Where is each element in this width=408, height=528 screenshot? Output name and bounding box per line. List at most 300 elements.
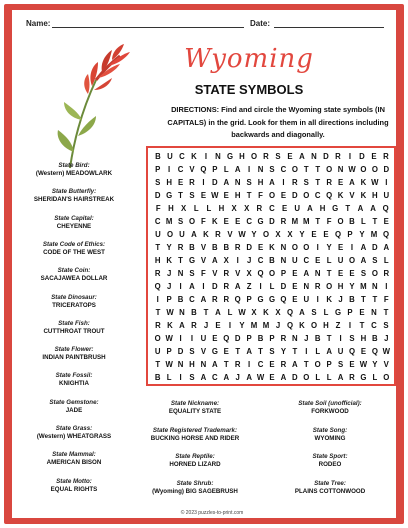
grid-letter[interactable]: E bbox=[200, 191, 207, 200]
grid-letter[interactable]: F bbox=[258, 191, 263, 200]
grid-letter[interactable]: M bbox=[303, 217, 310, 226]
grid-letter[interactable]: R bbox=[256, 204, 263, 213]
grid-letter[interactable]: A bbox=[360, 256, 367, 265]
grid-letter[interactable]: D bbox=[292, 373, 298, 382]
grid-letter[interactable]: O bbox=[188, 217, 196, 226]
grid-letter[interactable]: E bbox=[177, 178, 184, 187]
grid-letter[interactable]: E bbox=[337, 178, 344, 187]
grid-letter[interactable]: O bbox=[371, 165, 378, 174]
grid-letter[interactable]: Q bbox=[223, 334, 230, 343]
grid-letter[interactable]: U bbox=[337, 347, 344, 356]
grid-letter[interactable]: S bbox=[303, 178, 309, 187]
grid-letter[interactable]: H bbox=[168, 204, 174, 213]
grid-letter[interactable]: E bbox=[337, 243, 344, 252]
grid-letter[interactable]: F bbox=[326, 217, 332, 226]
grid-letter[interactable]: A bbox=[299, 308, 305, 317]
grid-letter[interactable]: G bbox=[334, 308, 342, 317]
grid-letter[interactable]: P bbox=[280, 269, 287, 278]
grid-letter[interactable]: B bbox=[154, 373, 161, 382]
grid-letter[interactable]: D bbox=[323, 152, 329, 161]
grid-letter[interactable]: K bbox=[263, 308, 269, 317]
grid-letter[interactable]: Q bbox=[382, 204, 389, 213]
grid-letter[interactable]: E bbox=[223, 191, 229, 200]
grid-letter[interactable]: B bbox=[314, 334, 321, 343]
grid-letter[interactable]: A bbox=[292, 360, 298, 369]
grid-letter[interactable]: E bbox=[337, 269, 344, 278]
grid-letter[interactable]: H bbox=[218, 204, 225, 213]
grid-letter[interactable]: R bbox=[212, 295, 218, 304]
date-line[interactable] bbox=[274, 27, 384, 28]
grid-letter[interactable]: O bbox=[383, 373, 390, 382]
grid-letter[interactable]: R bbox=[234, 243, 241, 252]
grid-letter[interactable]: V bbox=[200, 256, 207, 265]
grid-letter[interactable]: N bbox=[311, 152, 317, 161]
grid-letter[interactable]: O bbox=[371, 269, 378, 278]
grid-letter[interactable]: H bbox=[319, 204, 326, 213]
grid-letter[interactable]: T bbox=[315, 178, 321, 187]
grid-letter[interactable]: L bbox=[269, 282, 275, 291]
grid-letter[interactable]: I bbox=[350, 243, 354, 252]
grid-letter[interactable]: F bbox=[201, 217, 206, 226]
grid-letter[interactable]: T bbox=[303, 360, 309, 369]
grid-letter[interactable]: H bbox=[337, 282, 344, 291]
grid-letter[interactable]: I bbox=[259, 282, 262, 291]
grid-letter[interactable]: X bbox=[231, 204, 237, 213]
grid-letter[interactable]: O bbox=[268, 191, 276, 200]
grid-letter[interactable]: A bbox=[246, 347, 252, 356]
grid-letter[interactable]: A bbox=[357, 204, 364, 213]
grid-letter[interactable]: S bbox=[189, 347, 195, 356]
grid-letter[interactable]: R bbox=[383, 269, 390, 278]
grid-letter[interactable]: A bbox=[215, 308, 221, 317]
grid-letter[interactable]: S bbox=[177, 217, 184, 226]
grid-letter[interactable]: I bbox=[156, 295, 159, 304]
grid-letter[interactable]: B bbox=[155, 152, 161, 161]
grid-letter[interactable]: O bbox=[262, 230, 270, 239]
grid-letter[interactable]: C bbox=[246, 217, 252, 226]
grid-letter[interactable]: N bbox=[314, 269, 321, 278]
grid-letter[interactable]: O bbox=[303, 191, 310, 200]
grid-letter[interactable]: I bbox=[348, 321, 352, 330]
grid-letter[interactable]: P bbox=[326, 360, 332, 369]
grid-letter[interactable]: B bbox=[349, 295, 355, 304]
grid-letter[interactable]: K bbox=[360, 178, 367, 187]
grid-letter[interactable]: E bbox=[212, 334, 218, 343]
grid-letter[interactable]: X bbox=[251, 308, 257, 317]
grid-letter[interactable]: O bbox=[326, 165, 333, 174]
grid-letter[interactable]: P bbox=[166, 347, 172, 356]
grid-letter[interactable]: V bbox=[235, 269, 241, 278]
grid-letter[interactable]: Q bbox=[154, 282, 161, 291]
grid-letter[interactable]: A bbox=[280, 373, 287, 382]
grid-letter[interactable]: A bbox=[189, 282, 195, 291]
grid-letter[interactable]: W bbox=[371, 178, 379, 187]
grid-letter[interactable]: Q bbox=[286, 308, 294, 317]
grid-letter[interactable]: G bbox=[257, 217, 264, 226]
grid-letter[interactable]: J bbox=[384, 334, 389, 343]
grid-letter[interactable]: D bbox=[212, 178, 218, 187]
grid-letter[interactable]: L bbox=[227, 308, 233, 317]
grid-letter[interactable]: U bbox=[155, 230, 161, 239]
grid-letter[interactable]: K bbox=[269, 243, 275, 252]
grid-letter[interactable]: U bbox=[292, 256, 298, 265]
grid-letter[interactable]: I bbox=[202, 178, 205, 187]
grid-letter[interactable]: A bbox=[212, 360, 218, 369]
grid-letter[interactable]: Q bbox=[326, 191, 333, 200]
grid-letter[interactable]: C bbox=[154, 217, 161, 226]
grid-letter[interactable]: P bbox=[347, 230, 353, 239]
grid-letter[interactable]: T bbox=[155, 243, 161, 252]
grid-letter[interactable]: X bbox=[246, 269, 252, 278]
grid-letter[interactable]: R bbox=[280, 217, 287, 226]
grid-letter[interactable]: O bbox=[166, 230, 174, 239]
grid-letter[interactable]: C bbox=[189, 295, 195, 304]
grid-letter[interactable]: A bbox=[234, 282, 241, 291]
grid-letter[interactable]: R bbox=[280, 360, 287, 369]
grid-letter[interactable]: E bbox=[292, 269, 298, 278]
grid-letter[interactable]: D bbox=[280, 282, 287, 291]
grid-letter[interactable]: R bbox=[349, 373, 355, 382]
grid-letter[interactable]: A bbox=[303, 269, 310, 278]
grid-letter[interactable]: T bbox=[303, 165, 309, 174]
grid-letter[interactable]: T bbox=[372, 217, 378, 226]
grid-letter[interactable]: L bbox=[206, 204, 212, 213]
grid-letter[interactable]: S bbox=[189, 191, 195, 200]
grid-letter[interactable]: J bbox=[166, 269, 172, 278]
grid-letter[interactable]: T bbox=[203, 308, 209, 317]
grid-letter[interactable]: D bbox=[359, 152, 365, 161]
grid-letter[interactable]: R bbox=[215, 230, 221, 239]
grid-letter[interactable]: A bbox=[212, 256, 218, 265]
grid-letter[interactable]: E bbox=[235, 217, 241, 226]
grid-letter[interactable]: T bbox=[155, 360, 161, 369]
grid-letter[interactable]: R bbox=[223, 295, 230, 304]
grid-letter[interactable]: T bbox=[246, 191, 252, 200]
grid-letter[interactable]: A bbox=[234, 165, 241, 174]
grid-letter[interactable]: U bbox=[179, 230, 185, 239]
grid-letter[interactable]: I bbox=[248, 165, 251, 174]
grid-letter[interactable]: I bbox=[179, 334, 182, 343]
grid-letter[interactable]: E bbox=[287, 152, 293, 161]
grid-letter[interactable]: Y bbox=[299, 230, 305, 239]
grid-letter[interactable]: K bbox=[191, 152, 197, 161]
grid-letter[interactable]: C bbox=[177, 165, 184, 174]
grid-letter[interactable]: A bbox=[223, 178, 230, 187]
grid-letter[interactable]: H bbox=[323, 321, 329, 330]
grid-letter[interactable]: O bbox=[291, 165, 298, 174]
grid-letter[interactable]: E bbox=[371, 152, 377, 161]
grid-letter[interactable]: E bbox=[349, 269, 355, 278]
grid-letter[interactable]: E bbox=[223, 347, 229, 356]
grid-letter[interactable]: E bbox=[323, 230, 329, 239]
grid-letter[interactable]: L bbox=[315, 347, 321, 356]
grid-letter[interactable]: N bbox=[371, 308, 377, 317]
grid-letter[interactable]: P bbox=[155, 165, 161, 174]
grid-letter[interactable]: L bbox=[361, 217, 366, 226]
grid-letter[interactable]: E bbox=[280, 191, 287, 200]
grid-letter[interactable]: H bbox=[154, 256, 161, 265]
grid-letter[interactable]: Q bbox=[286, 321, 294, 330]
grid-letter[interactable]: I bbox=[385, 178, 388, 187]
grid-letter[interactable]: O bbox=[348, 256, 356, 265]
grid-letter[interactable]: I bbox=[202, 282, 205, 291]
grid-letter[interactable]: N bbox=[303, 282, 310, 291]
grid-letter[interactable]: Y bbox=[251, 230, 257, 239]
grid-letter[interactable]: K bbox=[299, 321, 305, 330]
grid-letter[interactable]: D bbox=[269, 217, 275, 226]
grid-letter[interactable]: B bbox=[212, 243, 218, 252]
grid-letter[interactable]: V bbox=[200, 347, 207, 356]
grid-letter[interactable]: S bbox=[155, 178, 161, 187]
grid-letter[interactable]: L bbox=[193, 204, 199, 213]
grid-letter[interactable]: E bbox=[215, 321, 221, 330]
grid-letter[interactable]: R bbox=[292, 178, 298, 187]
grid-letter[interactable]: W bbox=[211, 191, 219, 200]
grid-letter[interactable]: A bbox=[383, 243, 390, 252]
grid-letter[interactable]: I bbox=[305, 347, 308, 356]
grid-letter[interactable]: S bbox=[246, 178, 252, 187]
grid-letter[interactable]: C bbox=[371, 321, 377, 330]
grid-letter[interactable]: B bbox=[177, 295, 184, 304]
grid-letter[interactable]: A bbox=[223, 373, 230, 382]
grid-letter[interactable]: Q bbox=[348, 347, 356, 356]
grid-letter[interactable]: D bbox=[212, 282, 218, 291]
grid-letter[interactable]: A bbox=[326, 347, 332, 356]
grid-letter[interactable]: B bbox=[257, 334, 264, 343]
grid-letter[interactable]: B bbox=[191, 308, 197, 317]
grid-letter[interactable]: N bbox=[280, 256, 287, 265]
grid-letter[interactable]: G bbox=[257, 295, 264, 304]
grid-letter[interactable]: N bbox=[200, 360, 207, 369]
grid-letter[interactable]: Q bbox=[371, 347, 378, 356]
grid-letter[interactable]: V bbox=[383, 360, 389, 369]
grid-letter[interactable]: B bbox=[349, 217, 355, 226]
grid-letter[interactable]: N bbox=[280, 243, 287, 252]
grid-letter[interactable]: X bbox=[244, 204, 250, 213]
grid-letter[interactable]: M bbox=[360, 282, 367, 291]
grid-letter[interactable]: U bbox=[383, 191, 390, 200]
grid-letter[interactable]: T bbox=[359, 321, 365, 330]
grid-letter[interactable]: C bbox=[303, 256, 310, 265]
grid-letter[interactable]: I bbox=[316, 243, 319, 252]
grid-letter[interactable]: M bbox=[250, 321, 258, 330]
grid-letter[interactable]: W bbox=[165, 334, 173, 343]
grid-letter[interactable]: F bbox=[383, 295, 389, 304]
grid-letter[interactable]: D bbox=[234, 334, 241, 343]
grid-letter[interactable]: W bbox=[165, 360, 173, 369]
grid-letter[interactable]: A bbox=[200, 295, 207, 304]
grid-letter[interactable]: T bbox=[155, 308, 161, 317]
grid-letter[interactable]: N bbox=[177, 269, 184, 278]
grid-letter[interactable]: Q bbox=[200, 165, 207, 174]
grid-letter[interactable]: T bbox=[326, 269, 332, 278]
grid-letter[interactable]: L bbox=[166, 373, 172, 382]
grid-letter[interactable]: P bbox=[246, 334, 252, 343]
grid-letter[interactable]: A bbox=[370, 204, 376, 213]
grid-letter[interactable]: A bbox=[200, 373, 207, 382]
grid-letter[interactable]: V bbox=[227, 230, 233, 239]
grid-letter[interactable]: E bbox=[223, 217, 229, 226]
grid-letter[interactable]: E bbox=[292, 295, 298, 304]
grid-letter[interactable]: R bbox=[280, 334, 287, 343]
grid-letter[interactable]: O bbox=[314, 360, 321, 369]
grid-letter[interactable]: U bbox=[167, 152, 173, 161]
grid-letter[interactable]: A bbox=[337, 373, 344, 382]
grid-letter[interactable]: E bbox=[257, 243, 264, 252]
grid-letter[interactable]: U bbox=[303, 295, 310, 304]
grid-letter[interactable]: O bbox=[337, 217, 344, 226]
grid-letter[interactable]: E bbox=[269, 373, 275, 382]
grid-letter[interactable]: P bbox=[212, 165, 218, 174]
grid-letter[interactable]: N bbox=[177, 360, 184, 369]
grid-letter[interactable]: D bbox=[154, 191, 161, 200]
grid-letter[interactable]: T bbox=[292, 347, 298, 356]
grid-letter[interactable]: Y bbox=[359, 230, 365, 239]
grid-letter[interactable]: P bbox=[347, 308, 353, 317]
grid-letter[interactable]: K bbox=[203, 230, 209, 239]
grid-letter[interactable]: T bbox=[258, 347, 263, 356]
grid-letter[interactable]: B bbox=[223, 243, 230, 252]
grid-letter[interactable]: S bbox=[269, 165, 275, 174]
grid-letter[interactable]: H bbox=[234, 191, 241, 200]
grid-letter[interactable]: X bbox=[180, 204, 187, 213]
grid-letter[interactable]: I bbox=[179, 373, 182, 382]
grid-letter[interactable]: A bbox=[179, 321, 185, 330]
grid-letter[interactable]: Q bbox=[382, 230, 390, 239]
grid-letter[interactable]: O bbox=[326, 282, 333, 291]
grid-letter[interactable]: V bbox=[189, 165, 195, 174]
grid-letter[interactable]: Q bbox=[257, 269, 264, 278]
grid-letter[interactable]: G bbox=[211, 347, 218, 356]
grid-letter[interactable]: G bbox=[166, 191, 173, 200]
grid-letter[interactable]: G bbox=[188, 256, 196, 265]
grid-letter[interactable]: I bbox=[248, 360, 251, 369]
grid-letter[interactable]: C bbox=[280, 165, 287, 174]
grid-letter[interactable]: I bbox=[339, 334, 342, 343]
grid-letter[interactable]: K bbox=[167, 321, 173, 330]
grid-letter[interactable]: M bbox=[262, 321, 270, 330]
grid-letter[interactable]: E bbox=[311, 230, 317, 239]
grid-letter[interactable]: W bbox=[256, 373, 265, 382]
grid-letter[interactable]: A bbox=[307, 204, 313, 213]
grid-letter[interactable]: F bbox=[201, 269, 206, 278]
grid-letter[interactable]: O bbox=[303, 243, 310, 252]
grid-letter[interactable]: U bbox=[294, 204, 301, 213]
grid-letter[interactable]: R bbox=[154, 269, 161, 278]
grid-letter[interactable]: K bbox=[337, 191, 344, 200]
grid-letter[interactable]: A bbox=[299, 152, 305, 161]
grid-letter[interactable]: S bbox=[275, 152, 281, 161]
grid-letter[interactable]: A bbox=[269, 178, 275, 187]
grid-letter[interactable]: I bbox=[179, 282, 182, 291]
grid-letter[interactable]: R bbox=[223, 269, 230, 278]
grid-letter[interactable]: I bbox=[168, 165, 171, 174]
grid-letter[interactable]: Y bbox=[349, 282, 355, 291]
grid-letter[interactable]: N bbox=[292, 334, 298, 343]
grid-letter[interactable]: R bbox=[335, 152, 341, 161]
grid-letter[interactable]: B bbox=[189, 243, 195, 252]
grid-letter[interactable]: T bbox=[383, 308, 389, 317]
grid-letter[interactable]: R bbox=[326, 178, 332, 187]
grid-letter[interactable]: E bbox=[269, 360, 275, 369]
grid-letter[interactable]: J bbox=[235, 373, 240, 382]
grid-letter[interactable]: J bbox=[203, 321, 209, 330]
grid-letter[interactable]: L bbox=[323, 308, 329, 317]
grid-letter[interactable]: U bbox=[200, 334, 207, 343]
grid-letter[interactable]: I bbox=[385, 282, 388, 291]
grid-letter[interactable]: M bbox=[165, 217, 173, 226]
grid-letter[interactable]: T bbox=[235, 347, 241, 356]
grid-letter[interactable]: C bbox=[257, 256, 264, 265]
grid-letter[interactable]: V bbox=[212, 269, 218, 278]
grid-letter[interactable]: C bbox=[212, 373, 218, 382]
grid-letter[interactable]: R bbox=[191, 321, 197, 330]
grid-letter[interactable]: E bbox=[315, 256, 321, 265]
grid-letter[interactable]: S bbox=[189, 269, 195, 278]
grid-letter[interactable]: T bbox=[326, 334, 332, 343]
grid-letter[interactable]: I bbox=[228, 321, 232, 330]
grid-letter[interactable]: G bbox=[268, 295, 276, 304]
grid-letter[interactable]: T bbox=[178, 191, 183, 200]
grid-letter[interactable]: H bbox=[257, 178, 264, 187]
grid-letter[interactable]: P bbox=[246, 295, 252, 304]
grid-letter[interactable]: T bbox=[178, 256, 183, 265]
grid-letter[interactable]: C bbox=[314, 191, 321, 200]
grid-letter[interactable]: I bbox=[236, 256, 239, 265]
grid-letter[interactable]: J bbox=[275, 321, 281, 330]
grid-letter[interactable]: W bbox=[382, 347, 390, 356]
grid-letter[interactable]: N bbox=[372, 282, 378, 291]
grid-letter[interactable]: I bbox=[282, 178, 285, 187]
grid-letter[interactable]: N bbox=[234, 178, 241, 187]
grid-letter[interactable]: R bbox=[189, 178, 195, 187]
grid-letter[interactable]: L bbox=[372, 373, 378, 382]
grid-letter[interactable]: D bbox=[383, 165, 390, 174]
grid-letter[interactable]: Q bbox=[234, 295, 241, 304]
grid-letter[interactable]: S bbox=[349, 334, 355, 343]
grid-letter[interactable]: R bbox=[177, 243, 184, 252]
name-line[interactable] bbox=[52, 27, 244, 28]
grid-letter[interactable]: E bbox=[349, 360, 355, 369]
grid-letter[interactable]: I bbox=[204, 152, 208, 161]
grid-letter[interactable]: X bbox=[275, 308, 281, 317]
grid-letter[interactable]: R bbox=[223, 282, 230, 291]
grid-letter[interactable]: X bbox=[223, 256, 229, 265]
grid-letter[interactable]: O bbox=[250, 152, 258, 161]
grid-letter[interactable]: B bbox=[269, 256, 275, 265]
grid-letter[interactable]: M bbox=[291, 217, 299, 226]
grid-letter[interactable]: C bbox=[179, 152, 185, 161]
grid-letter[interactable]: N bbox=[215, 152, 221, 161]
grid-letter[interactable]: O bbox=[360, 165, 367, 174]
grid-letter[interactable]: R bbox=[155, 321, 161, 330]
grid-letter[interactable]: T bbox=[315, 217, 321, 226]
grid-letter[interactable]: R bbox=[234, 360, 241, 369]
grid-letter[interactable]: K bbox=[360, 191, 367, 200]
grid-letter[interactable]: R bbox=[263, 152, 269, 161]
grid-letter[interactable]: E bbox=[292, 282, 298, 291]
grid-letter[interactable]: W bbox=[238, 308, 246, 317]
grid-letter[interactable]: K bbox=[326, 295, 332, 304]
word-search-grid[interactable] bbox=[146, 146, 396, 386]
grid-letter[interactable]: Y bbox=[372, 360, 378, 369]
grid-letter[interactable]: D bbox=[177, 347, 184, 356]
grid-letter[interactable]: W bbox=[166, 308, 174, 317]
grid-letter[interactable]: O bbox=[303, 373, 310, 382]
grid-letter[interactable]: O bbox=[154, 334, 161, 343]
grid-letter[interactable]: G bbox=[360, 373, 367, 382]
grid-letter[interactable]: Z bbox=[246, 282, 252, 291]
